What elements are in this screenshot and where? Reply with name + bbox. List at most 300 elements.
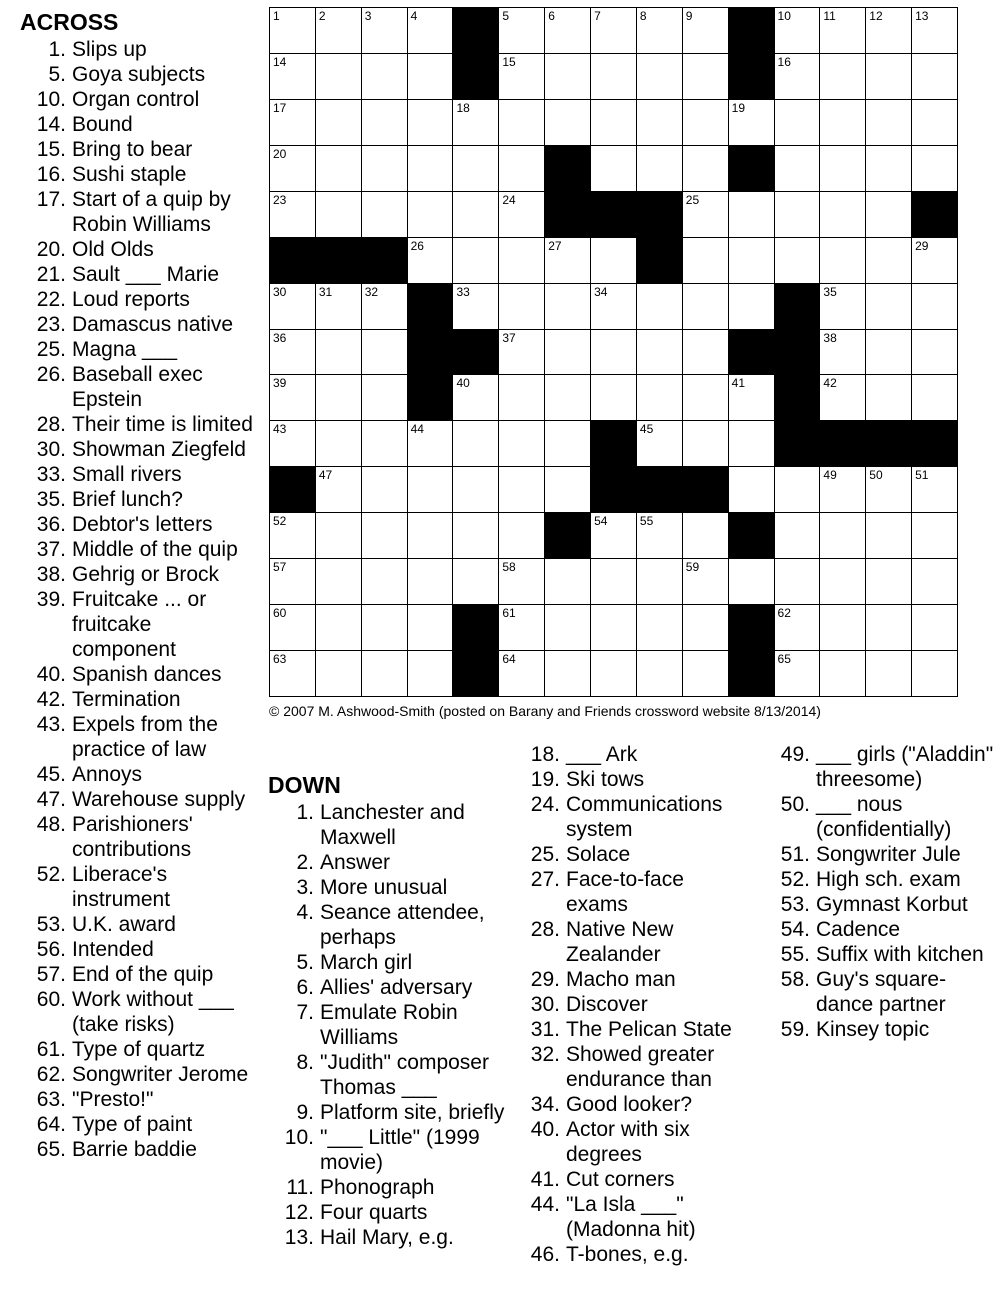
grid-cell[interactable] bbox=[544, 237, 590, 283]
clue-number: 49. bbox=[780, 743, 810, 766]
grid-cell[interactable] bbox=[407, 512, 453, 558]
grid-cell[interactable] bbox=[269, 145, 315, 191]
across-clue bbox=[20, 937, 255, 962]
grid-cell[interactable] bbox=[865, 191, 911, 237]
grid-cell[interactable] bbox=[498, 191, 544, 237]
grid-cell[interactable] bbox=[315, 99, 361, 145]
grid-cell[interactable] bbox=[590, 283, 636, 329]
grid-cell[interactable] bbox=[452, 466, 498, 512]
grid-cell[interactable] bbox=[911, 466, 957, 512]
grid-cell[interactable] bbox=[407, 604, 453, 650]
grid-cell[interactable] bbox=[590, 558, 636, 604]
clue-text: Type of paint bbox=[72, 1113, 193, 1136]
grid-cell[interactable] bbox=[865, 145, 911, 191]
grid-cell[interactable] bbox=[544, 53, 590, 99]
grid-block bbox=[774, 420, 820, 466]
grid-cell[interactable] bbox=[498, 420, 544, 466]
grid-cell[interactable] bbox=[774, 7, 820, 53]
clue-number: 11. bbox=[286, 1176, 314, 1199]
clue-text: Allies' adversary bbox=[320, 976, 473, 999]
grid-cell[interactable] bbox=[544, 558, 590, 604]
grid-cell[interactable] bbox=[361, 283, 407, 329]
grid-cell[interactable] bbox=[911, 7, 957, 53]
grid-cell[interactable] bbox=[590, 53, 636, 99]
grid-cell[interactable] bbox=[498, 145, 544, 191]
across-clue bbox=[20, 162, 255, 187]
grid-cell[interactable] bbox=[911, 329, 957, 375]
grid-block bbox=[774, 329, 820, 375]
grid-cell[interactable] bbox=[407, 650, 453, 696]
grid-cell[interactable] bbox=[774, 145, 820, 191]
across-clue bbox=[20, 287, 255, 312]
grid-cell[interactable] bbox=[498, 650, 544, 696]
across-clue bbox=[20, 962, 255, 987]
grid-cell[interactable] bbox=[819, 650, 865, 696]
grid-cell[interactable] bbox=[407, 99, 453, 145]
clue-number: 30. bbox=[530, 993, 560, 1016]
grid-cell[interactable] bbox=[590, 7, 636, 53]
grid-cell[interactable] bbox=[819, 374, 865, 420]
grid-cell[interactable] bbox=[682, 99, 728, 145]
grid-block bbox=[728, 650, 774, 696]
grid-block bbox=[407, 374, 453, 420]
clue-number: 19. bbox=[530, 768, 560, 791]
clue-number: 52. bbox=[780, 868, 810, 891]
across-clue bbox=[20, 362, 255, 412]
clue-number: 16. bbox=[36, 163, 66, 186]
grid-cell[interactable] bbox=[452, 99, 498, 145]
grid-cell[interactable] bbox=[911, 558, 957, 604]
grid-cell[interactable] bbox=[636, 53, 682, 99]
grid-cell[interactable] bbox=[865, 374, 911, 420]
clue-number: 5. bbox=[296, 951, 314, 974]
grid-cell[interactable] bbox=[361, 53, 407, 99]
clue-text: Answer bbox=[320, 851, 391, 874]
cell-number: 51 bbox=[915, 468, 929, 483]
grid-cell[interactable] bbox=[682, 145, 728, 191]
cell-number: 20 bbox=[273, 146, 287, 161]
grid-cell[interactable] bbox=[590, 604, 636, 650]
clue-number: 53. bbox=[36, 913, 66, 936]
grid-cell[interactable] bbox=[682, 420, 728, 466]
down-clue bbox=[268, 850, 508, 875]
clue-number: 31. bbox=[530, 1018, 560, 1041]
across-clue bbox=[20, 1062, 255, 1087]
grid-cell[interactable] bbox=[774, 650, 820, 696]
down-clue bbox=[520, 792, 748, 842]
grid-block bbox=[728, 512, 774, 558]
grid-cell[interactable] bbox=[636, 558, 682, 604]
down-clue bbox=[520, 917, 748, 967]
cell-number: 17 bbox=[273, 100, 287, 115]
grid-cell[interactable] bbox=[544, 329, 590, 375]
grid-cell[interactable] bbox=[682, 604, 728, 650]
grid-cell[interactable] bbox=[865, 558, 911, 604]
grid-cell[interactable] bbox=[774, 237, 820, 283]
down-heading: DOWN bbox=[268, 772, 341, 798]
grid-cell[interactable] bbox=[774, 558, 820, 604]
across-clue bbox=[20, 1037, 255, 1062]
grid-cell[interactable] bbox=[865, 604, 911, 650]
grid-cell[interactable] bbox=[728, 237, 774, 283]
grid-cell[interactable] bbox=[682, 53, 728, 99]
grid-cell[interactable] bbox=[728, 283, 774, 329]
grid-cell[interactable] bbox=[819, 99, 865, 145]
clue-number: 8. bbox=[296, 1051, 314, 1074]
grid-cell[interactable] bbox=[269, 283, 315, 329]
grid-cell[interactable] bbox=[728, 191, 774, 237]
grid-cell[interactable] bbox=[361, 420, 407, 466]
clue-text: Small rivers bbox=[72, 463, 182, 486]
grid-cell[interactable] bbox=[407, 145, 453, 191]
across-clue bbox=[20, 512, 255, 537]
grid-cell[interactable] bbox=[407, 191, 453, 237]
clue-text: Native New Zealander bbox=[566, 918, 674, 966]
grid-cell[interactable] bbox=[590, 329, 636, 375]
grid-cell[interactable] bbox=[361, 512, 407, 558]
grid-cell[interactable] bbox=[911, 512, 957, 558]
grid-cell[interactable] bbox=[682, 374, 728, 420]
grid-cell[interactable] bbox=[590, 237, 636, 283]
cell-number: 65 bbox=[777, 652, 791, 667]
across-clue bbox=[20, 87, 255, 112]
grid-cell[interactable] bbox=[452, 558, 498, 604]
clue-number: 47. bbox=[36, 788, 66, 811]
grid-block bbox=[361, 237, 407, 283]
down-clue bbox=[770, 892, 998, 917]
grid-cell[interactable] bbox=[498, 558, 544, 604]
cell-number: 59 bbox=[685, 560, 700, 575]
grid-cell[interactable] bbox=[682, 7, 728, 53]
clue-number: 27. bbox=[530, 868, 560, 891]
grid-cell[interactable] bbox=[361, 374, 407, 420]
grid-cell[interactable] bbox=[269, 191, 315, 237]
grid-cell[interactable] bbox=[407, 7, 453, 53]
clue-number: 58. bbox=[780, 968, 810, 991]
clue-number: 17. bbox=[36, 188, 66, 211]
grid-cell[interactable] bbox=[590, 145, 636, 191]
grid-block bbox=[636, 466, 682, 512]
clue-number: 9. bbox=[296, 1101, 314, 1124]
grid-cell[interactable] bbox=[865, 99, 911, 145]
grid-cell[interactable] bbox=[407, 420, 453, 466]
grid-cell[interactable] bbox=[682, 650, 728, 696]
grid-cell[interactable] bbox=[865, 650, 911, 696]
grid-cell[interactable] bbox=[361, 99, 407, 145]
grid-cell[interactable] bbox=[544, 604, 590, 650]
clue-number: 13. bbox=[284, 1226, 314, 1249]
grid-cell[interactable] bbox=[269, 558, 315, 604]
down-clue bbox=[520, 867, 748, 917]
grid-cell[interactable] bbox=[728, 99, 774, 145]
cell-number: 6 bbox=[548, 9, 555, 23]
grid-cell[interactable] bbox=[728, 558, 774, 604]
grid-cell[interactable] bbox=[682, 558, 728, 604]
across-clue bbox=[20, 537, 255, 562]
grid-cell[interactable] bbox=[498, 99, 544, 145]
clue-number: 59. bbox=[780, 1018, 810, 1041]
grid-block bbox=[452, 329, 498, 375]
across-heading: ACROSS bbox=[20, 9, 119, 35]
cell-number: 14 bbox=[273, 54, 287, 69]
grid-cell[interactable] bbox=[819, 466, 865, 512]
down-clue bbox=[770, 842, 998, 867]
grid-cell[interactable] bbox=[865, 237, 911, 283]
grid-cell[interactable] bbox=[315, 374, 361, 420]
across-clue bbox=[20, 562, 255, 587]
grid-cell[interactable] bbox=[911, 650, 957, 696]
across-clue bbox=[20, 762, 255, 787]
grid-cell[interactable] bbox=[315, 420, 361, 466]
grid-cell[interactable] bbox=[774, 99, 820, 145]
grid-cell[interactable] bbox=[682, 329, 728, 375]
cell-number: 42 bbox=[823, 376, 837, 391]
clue-number: 65. bbox=[36, 1138, 66, 1161]
grid-cell[interactable] bbox=[452, 512, 498, 558]
grid-cell[interactable] bbox=[865, 53, 911, 99]
grid-cell[interactable] bbox=[544, 374, 590, 420]
across-clue bbox=[20, 1087, 255, 1112]
clue-text: Fruitcake ... or fruitcake component bbox=[72, 588, 207, 661]
grid-cell[interactable] bbox=[544, 283, 590, 329]
down-clue bbox=[268, 1175, 508, 1200]
grid-cell[interactable] bbox=[911, 145, 957, 191]
across-clue bbox=[20, 337, 255, 362]
grid-cell[interactable] bbox=[407, 466, 453, 512]
grid-cell[interactable] bbox=[361, 191, 407, 237]
grid-cell[interactable] bbox=[636, 420, 682, 466]
clue-number: 40. bbox=[36, 663, 66, 686]
grid-cell[interactable] bbox=[498, 512, 544, 558]
across-clue bbox=[20, 462, 255, 487]
grid-cell[interactable] bbox=[819, 53, 865, 99]
copyright-notice: © 2007 M. Ashwood-Smith (posted on Barany and Friends crossword website 8/13/2014) bbox=[269, 703, 821, 719]
grid-cell[interactable] bbox=[269, 650, 315, 696]
grid-cell[interactable] bbox=[865, 283, 911, 329]
grid-cell[interactable] bbox=[269, 329, 315, 375]
clue-number: 35. bbox=[36, 488, 66, 511]
grid-cell[interactable] bbox=[911, 604, 957, 650]
grid-block bbox=[452, 604, 498, 650]
grid-cell[interactable] bbox=[498, 329, 544, 375]
grid-cell[interactable] bbox=[636, 512, 682, 558]
grid-cell[interactable] bbox=[315, 466, 361, 512]
grid-cell[interactable] bbox=[911, 374, 957, 420]
grid-cell[interactable] bbox=[865, 329, 911, 375]
grid-cell[interactable] bbox=[452, 191, 498, 237]
clue-number: 38. bbox=[36, 563, 66, 586]
grid-cell[interactable] bbox=[315, 558, 361, 604]
grid-cell[interactable] bbox=[819, 191, 865, 237]
clue-number: 62. bbox=[36, 1063, 66, 1086]
down-clue bbox=[520, 767, 748, 792]
grid-cell[interactable] bbox=[498, 7, 544, 53]
clue-text: Discover bbox=[566, 993, 648, 1016]
grid-cell[interactable] bbox=[498, 604, 544, 650]
across-clue bbox=[20, 862, 255, 912]
grid-cell[interactable] bbox=[865, 7, 911, 53]
grid-cell[interactable] bbox=[636, 145, 682, 191]
cell-number: 11 bbox=[823, 9, 836, 23]
grid-cell[interactable] bbox=[407, 237, 453, 283]
grid-cell[interactable] bbox=[819, 512, 865, 558]
grid-cell[interactable] bbox=[590, 99, 636, 145]
grid-cell[interactable] bbox=[774, 604, 820, 650]
across-clue bbox=[20, 687, 255, 712]
grid-cell[interactable] bbox=[774, 53, 820, 99]
clue-text: Platform site, briefly bbox=[320, 1101, 505, 1124]
grid-cell[interactable] bbox=[728, 466, 774, 512]
grid-cell[interactable] bbox=[544, 650, 590, 696]
grid-cell[interactable] bbox=[498, 283, 544, 329]
clue-number: 33. bbox=[36, 463, 66, 486]
grid-cell[interactable] bbox=[498, 237, 544, 283]
grid-cell[interactable] bbox=[498, 466, 544, 512]
across-clue bbox=[20, 62, 255, 87]
grid-cell[interactable] bbox=[452, 145, 498, 191]
grid-cell[interactable] bbox=[452, 237, 498, 283]
grid-cell[interactable] bbox=[269, 7, 315, 53]
grid-cell[interactable] bbox=[728, 420, 774, 466]
clue-text: Termination bbox=[72, 688, 181, 711]
grid-cell[interactable] bbox=[315, 604, 361, 650]
clue-number: 60. bbox=[36, 988, 66, 1011]
grid-cell[interactable] bbox=[315, 512, 361, 558]
clue-text: "___ Little" (1999 movie) bbox=[320, 1126, 480, 1174]
grid-cell[interactable] bbox=[682, 512, 728, 558]
clue-number: 23. bbox=[36, 313, 66, 336]
grid-cell[interactable] bbox=[269, 512, 315, 558]
grid-cell[interactable] bbox=[315, 283, 361, 329]
grid-cell[interactable] bbox=[911, 53, 957, 99]
grid-cell[interactable] bbox=[819, 604, 865, 650]
grid-cell[interactable] bbox=[819, 237, 865, 283]
grid-cell[interactable] bbox=[636, 650, 682, 696]
grid-cell[interactable] bbox=[911, 237, 957, 283]
grid-cell[interactable] bbox=[407, 558, 453, 604]
grid-cell[interactable] bbox=[819, 145, 865, 191]
cell-number: 1 bbox=[273, 9, 280, 23]
across-clue bbox=[20, 412, 255, 437]
grid-cell[interactable] bbox=[269, 420, 315, 466]
grid-cell[interactable] bbox=[361, 329, 407, 375]
clue-text: More unusual bbox=[320, 876, 448, 899]
grid-cell[interactable] bbox=[315, 145, 361, 191]
grid-cell[interactable] bbox=[636, 329, 682, 375]
grid-cell[interactable] bbox=[269, 604, 315, 650]
grid-cell[interactable] bbox=[452, 374, 498, 420]
clue-number: 21. bbox=[36, 263, 66, 286]
grid-block bbox=[269, 466, 315, 512]
clue-text: Type of quartz bbox=[72, 1038, 206, 1061]
grid-cell[interactable] bbox=[361, 650, 407, 696]
grid-cell[interactable] bbox=[269, 99, 315, 145]
grid-block bbox=[452, 7, 498, 53]
grid-cell[interactable] bbox=[590, 374, 636, 420]
down-clue bbox=[770, 1017, 998, 1042]
grid-cell[interactable] bbox=[361, 7, 407, 53]
grid-cell[interactable] bbox=[774, 512, 820, 558]
grid-cell[interactable] bbox=[498, 374, 544, 420]
grid-cell[interactable] bbox=[819, 329, 865, 375]
grid-cell[interactable] bbox=[590, 512, 636, 558]
cell-number: 15 bbox=[502, 54, 516, 69]
grid-cell[interactable] bbox=[361, 558, 407, 604]
grid-cell[interactable] bbox=[590, 650, 636, 696]
grid-cell[interactable] bbox=[544, 420, 590, 466]
cell-number: 50 bbox=[869, 468, 883, 483]
across-clue bbox=[20, 912, 255, 937]
grid-cell[interactable] bbox=[728, 374, 774, 420]
down-clue bbox=[520, 1192, 748, 1242]
grid-cell[interactable] bbox=[636, 283, 682, 329]
clue-number: 7. bbox=[296, 1001, 314, 1024]
grid-cell[interactable] bbox=[315, 191, 361, 237]
grid-cell[interactable] bbox=[361, 604, 407, 650]
cell-number: 61 bbox=[502, 606, 516, 621]
grid-cell[interactable] bbox=[819, 7, 865, 53]
clue-number: 30. bbox=[36, 438, 66, 461]
cell-number: 27 bbox=[548, 238, 562, 253]
grid-cell[interactable] bbox=[636, 99, 682, 145]
grid-cell[interactable] bbox=[819, 283, 865, 329]
cell-number: 55 bbox=[639, 514, 654, 529]
grid-cell[interactable] bbox=[774, 466, 820, 512]
grid-cell[interactable] bbox=[819, 558, 865, 604]
grid-cell[interactable] bbox=[498, 53, 544, 99]
grid-cell[interactable] bbox=[269, 374, 315, 420]
clue-number: 3. bbox=[296, 876, 314, 899]
grid-cell[interactable] bbox=[636, 374, 682, 420]
grid-cell[interactable] bbox=[682, 283, 728, 329]
grid-cell[interactable] bbox=[544, 99, 590, 145]
grid-cell[interactable] bbox=[911, 283, 957, 329]
clue-text: Songwriter Jerome bbox=[72, 1063, 249, 1086]
cell-number: 9 bbox=[685, 9, 693, 23]
grid-cell[interactable] bbox=[315, 650, 361, 696]
grid-cell[interactable] bbox=[407, 53, 453, 99]
cell-number: 3 bbox=[364, 9, 372, 23]
down-clue bbox=[268, 1050, 508, 1100]
grid-cell[interactable] bbox=[865, 512, 911, 558]
across-clue bbox=[20, 137, 255, 162]
grid-cell[interactable] bbox=[452, 283, 498, 329]
clue-text: Suffix with kitchen bbox=[816, 943, 984, 966]
clue-text: Face-to-face exams bbox=[566, 868, 684, 916]
grid-cell[interactable] bbox=[544, 7, 590, 53]
grid-cell[interactable] bbox=[544, 466, 590, 512]
clue-number: 26. bbox=[36, 363, 66, 386]
grid-cell[interactable] bbox=[774, 191, 820, 237]
down-clue bbox=[520, 967, 748, 992]
grid-cell[interactable] bbox=[911, 99, 957, 145]
grid-cell[interactable] bbox=[682, 237, 728, 283]
grid-cell[interactable] bbox=[315, 7, 361, 53]
clue-text: Good looker? bbox=[566, 1093, 693, 1116]
grid-cell[interactable] bbox=[269, 53, 315, 99]
grid-cell[interactable] bbox=[636, 604, 682, 650]
grid-cell[interactable] bbox=[682, 191, 728, 237]
grid-cell[interactable] bbox=[315, 329, 361, 375]
grid-cell[interactable] bbox=[361, 145, 407, 191]
grid-cell[interactable] bbox=[452, 420, 498, 466]
grid-cell[interactable] bbox=[865, 466, 911, 512]
grid-block bbox=[728, 7, 774, 53]
grid-cell[interactable] bbox=[361, 466, 407, 512]
grid-cell[interactable] bbox=[636, 7, 682, 53]
clue-number: 55. bbox=[780, 943, 810, 966]
grid-cell[interactable] bbox=[315, 53, 361, 99]
